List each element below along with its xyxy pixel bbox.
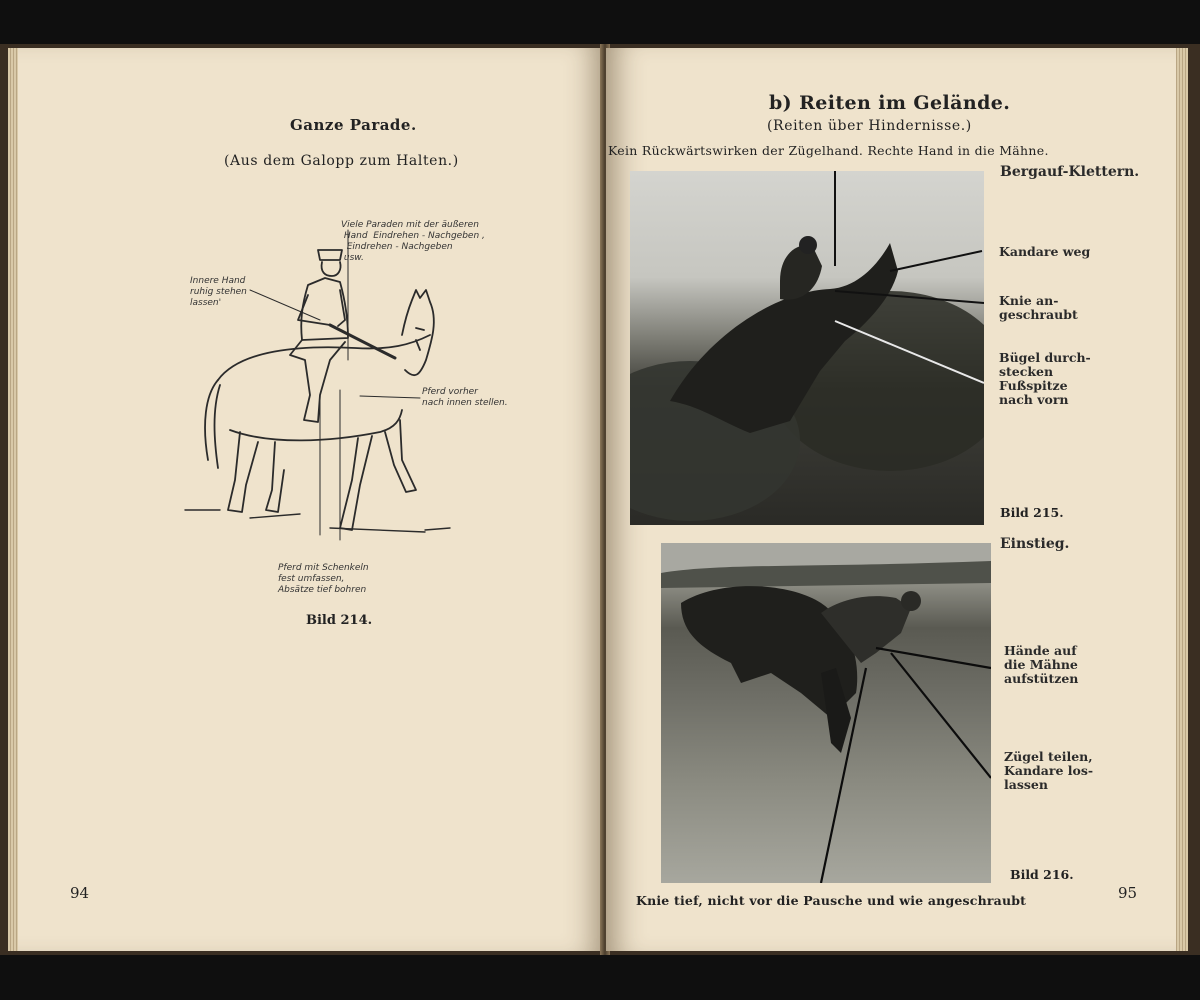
- left-page-subtitle: (Aus dem Galopp zum Halten.): [224, 153, 459, 169]
- bottom-dark-band: [0, 955, 1200, 1000]
- top-dark-band: [0, 0, 1200, 44]
- sketch-note-left: Innere Hand ruhig stehen lassen': [190, 276, 247, 308]
- caption-bild-215: Bild 215.: [1000, 505, 1064, 520]
- bottom-line-knie-tief: Knie tief, nicht vor die Pausche und wie angeschraubt: [636, 893, 1027, 908]
- page-number-left: 94: [70, 884, 90, 902]
- sketch-note-top-right: Viele Paraden mit der äußeren Hand Eindrehen - Nachgeben , Eindrehen - Nachgeben usw.: [341, 220, 485, 263]
- caption-bild-216: Bild 216.: [1010, 867, 1074, 882]
- heading-bergauf-klettern: Bergauf-Klettern.: [1000, 164, 1140, 180]
- label-zuegel-teilen: Zügel teilen, Kandare los- lassen: [1004, 749, 1094, 792]
- sketch-note-bottom: Pferd mit Schenkeln fest umfassen, Absätze tief bohren: [278, 563, 369, 595]
- caption-bild-214: Bild 214.: [306, 613, 373, 628]
- right-page-edges: [1174, 48, 1188, 951]
- label-knie-angeschraubt: Knie an- geschraubt: [999, 293, 1078, 322]
- photo-einstieg: [661, 543, 991, 883]
- label-haende-auf-die-maehne: Hände auf die Mähne aufstützen: [1004, 643, 1079, 686]
- intro-line: Kein Rückwärtswirken der Zügelhand. Rechte Hand in die Mähne.: [608, 143, 1049, 158]
- sketch-note-right: Pferd vorher nach innen stellen.: [422, 387, 508, 408]
- left-page-title: Ganze Parade.: [290, 116, 417, 134]
- page-number-right: 95: [1118, 884, 1138, 902]
- heading-einstieg: Einstieg.: [1000, 536, 1070, 552]
- label-kandare-weg: Kandare weg: [999, 244, 1091, 259]
- photo-bergauf-klettern: [630, 171, 984, 525]
- label-buegel-durchstecken: Bügel durch- stecken Fußspitze nach vorn: [999, 350, 1091, 407]
- right-page-title: b) Reiten im Gelände.: [769, 92, 1011, 114]
- right-page-subtitle: (Reiten über Hindernisse.): [767, 118, 972, 134]
